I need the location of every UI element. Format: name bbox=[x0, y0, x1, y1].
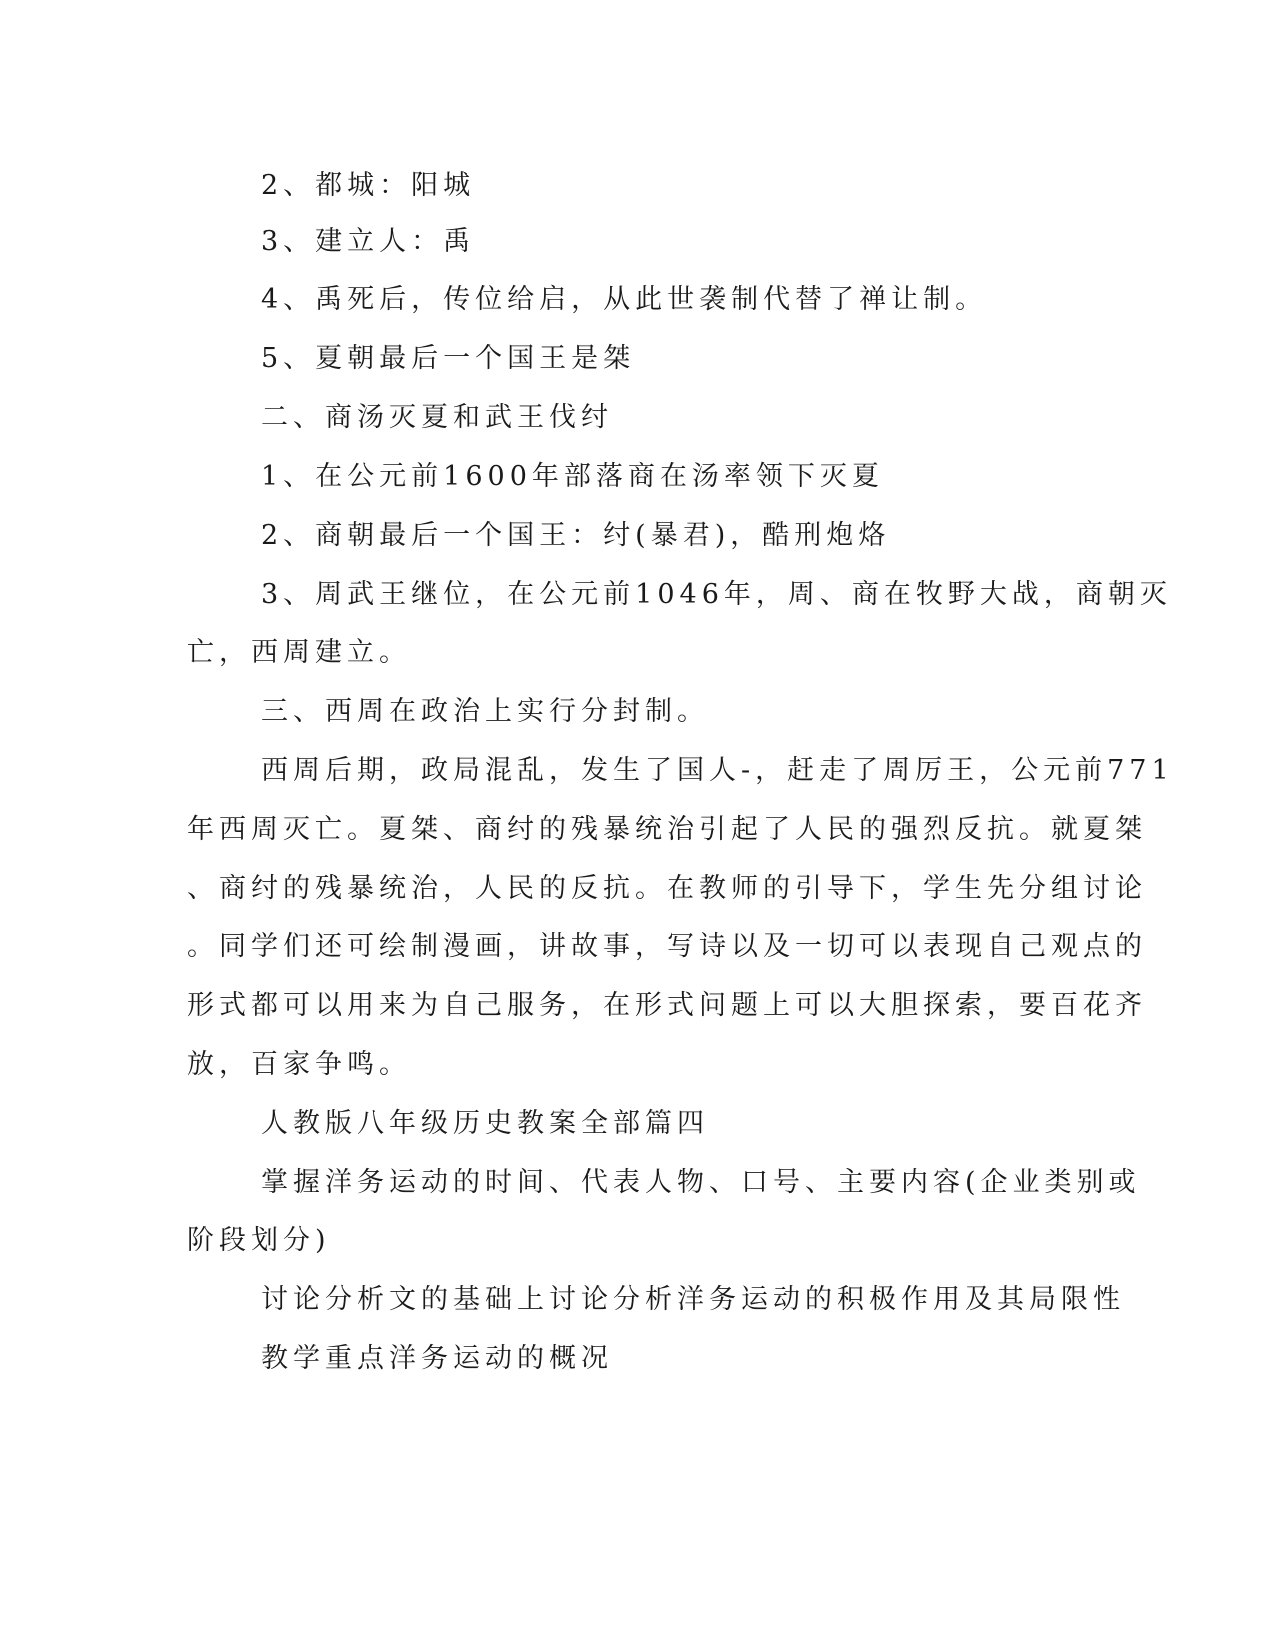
section-title-part-4: 人教版八年级历史教案全部篇四 bbox=[261, 1108, 709, 1139]
paragraph-line-6: 放，百家争鸣。 bbox=[187, 1049, 411, 1080]
text-line-succession: 4、禹死后，传位给启，从此世袭制代替了禅让制。 bbox=[261, 284, 988, 315]
text-line-last-xia-king: 5、夏朝最后一个国王是桀 bbox=[261, 343, 636, 374]
paragraph-line-3: 、商纣的残暴统治，人民的反抗。在教师的引导下，学生先分组讨论 bbox=[187, 873, 1147, 904]
teaching-focus-line: 教学重点洋务运动的概况 bbox=[261, 1343, 613, 1374]
text-line-muye-battle: 3、周武王继位，在公元前1046年，周、商在牧野大战，商朝灭 bbox=[261, 579, 1172, 610]
paragraph-line-4: 。同学们还可绘制漫画，讲故事，写诗以及一切可以表现自己观点的 bbox=[187, 931, 1147, 962]
paragraph-line-1: 西周后期，政局混乱，发生了国人-，赶走了周厉王，公元前771 bbox=[261, 755, 1174, 786]
paragraph-line-5: 形式都可以用来为自己服务，在形式问题上可以大胆探索，要百花齐 bbox=[187, 990, 1147, 1021]
objective-line-1: 掌握洋务运动的时间、代表人物、口号、主要内容(企业类别或 bbox=[261, 1167, 1141, 1198]
text-line-last-shang-king: 2、商朝最后一个国王：纣(暴君)，酷刑炮烙 bbox=[261, 520, 891, 551]
objective-line-2: 讨论分析文的基础上讨论分析洋务运动的积极作用及其局限性 bbox=[261, 1284, 1125, 1315]
objective-line-1-cont: 阶段划分) bbox=[187, 1225, 331, 1256]
section-heading-2: 二、商汤灭夏和武王伐纣 bbox=[261, 402, 613, 433]
text-line-capital: 2、都城：阳城 bbox=[261, 170, 476, 201]
paragraph-line-2: 年西周灭亡。夏桀、商纣的残暴统治引起了人民的强烈反抗。就夏桀 bbox=[187, 814, 1147, 845]
text-line-muye-battle-cont: 亡，西周建立。 bbox=[187, 637, 411, 668]
section-heading-3: 三、西周在政治上实行分封制。 bbox=[261, 696, 709, 727]
text-line-tang-conquest: 1、在公元前1600年部落商在汤率领下灭夏 bbox=[261, 461, 884, 492]
text-line-founder: 3、建立人：禹 bbox=[261, 226, 476, 257]
